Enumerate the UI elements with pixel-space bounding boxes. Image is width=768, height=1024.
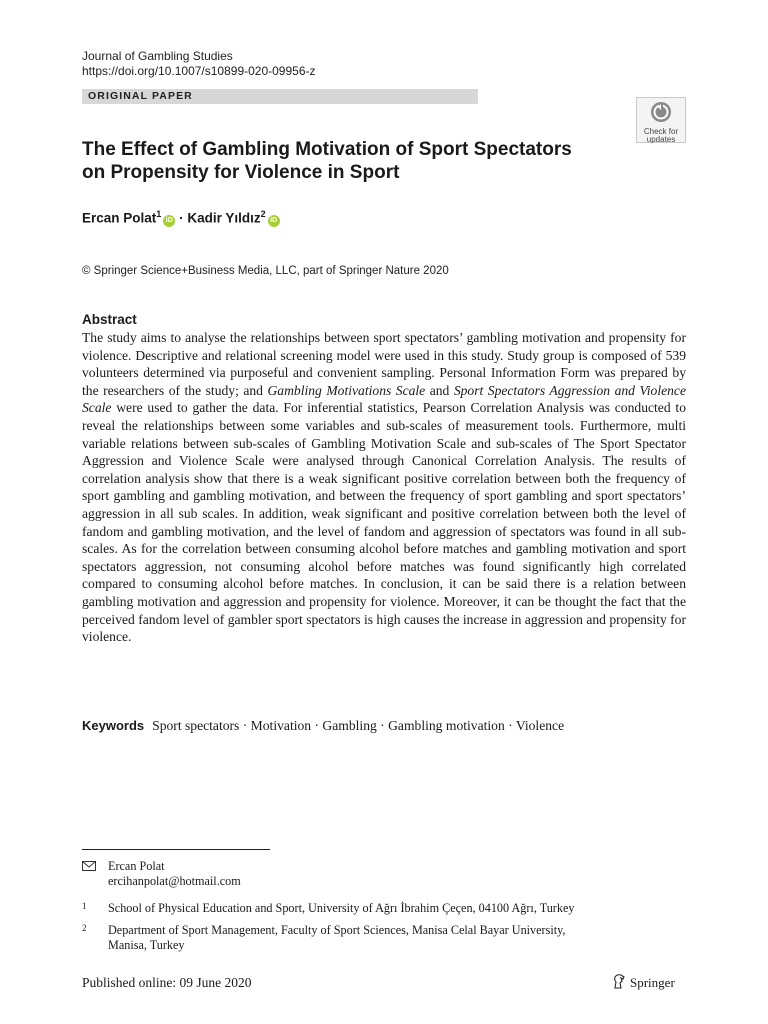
- journal-header: [82, 49, 316, 79]
- check-updates-line1: Check for: [643, 127, 679, 136]
- keywords-line: [82, 718, 564, 734]
- affiliation-number: 1: [82, 901, 87, 911]
- abstract-text: were used to gather the data. For inferential statistics, Pearson Correlation Analysis was conducted to reveal the relationships between some variables and sub-scales of measurement tools. Furthermore, multi variable relations between sub-scales of Gambling Motivation Scale and sub-scales of The Sport Spectator Aggression and Violence Scale were analysed through Canonical Correlation Analysis. The results of correlation analysis show that there is a weak significant positive correlation between both the frequency of sport gambling and gambling motivation, and between the frequency of sport gambling and sport spectators’ aggression in all sub scales. In addition, weak significant and positive correlation between both the level of fandom and gambling motivation, and the level of fandom and aggression of spectators was found in all sub-scales. As for the correlation between consuming alcohol before matches and gambling motivation and sport spectators aggression, not consuming alcohol before matches was found significantly high correlated compared to consuming alcohol before matches. In conclusion, it can be said there is a relation between gambling motivation and aggression and propensity for violence. Moreover, it can be thought the fact that the perceived fandom level of gambler sport spectators is high causes the increase in aggression and propensity for violence.: [82, 400, 686, 645]
- abstract-text: The study aims to analyse the relationships between sport spectators’ gambling motivation and propensity for violence. Descriptive and relational screening model were used in this study. Study group is composed of 539 volunteers determined via purposeful and convenient sampling. Personal Information Form was prepared by the researchers of the study; and: [82, 330, 686, 398]
- corresponding-name: Ercan Polat: [108, 859, 165, 873]
- affiliation-number: 2: [82, 923, 87, 933]
- keywords-list: Sport spectators · Motivation · Gambling · Gambling motivation · Violence: [152, 718, 565, 733]
- published-date: Published online: 09 June 2020: [82, 975, 252, 990]
- affiliation-2: [108, 923, 565, 953]
- author-list: [82, 209, 280, 227]
- paper-title: [82, 138, 642, 184]
- copyright-notice: © Springer Science+Business Media, LLC, part of Springer Nature 2020: [82, 265, 449, 277]
- orcid-icon[interactable]: iD: [163, 215, 175, 227]
- check-for-updates-badge[interactable]: [636, 97, 686, 143]
- affiliation-2-line-2: Manisa, Turkey: [108, 938, 185, 952]
- author-name[interactable]: Kadir Yıldız: [187, 210, 261, 226]
- envelope-icon: [82, 861, 96, 871]
- article-type-banner: ORIGINAL PAPER: [82, 89, 478, 104]
- author-affiliation-mark: 2: [260, 209, 266, 219]
- author-affiliation-mark: 1: [156, 209, 162, 219]
- scale-name: Sport Spectators Aggression and Violence Scale: [82, 382, 686, 416]
- check-updates-icon: [650, 101, 672, 123]
- keywords-label: Keywords: [82, 718, 145, 733]
- publisher-logo: [612, 974, 675, 991]
- abstract-heading: Abstract: [82, 312, 137, 327]
- abstract-body: [82, 329, 686, 646]
- affiliation-2-line-1: Department of Sport Management, Faculty of Sport Sciences, Manisa Celal Bayar University,: [108, 923, 566, 937]
- affiliation-1: School of Physical Education and Sport, University of Ağrı İbrahim Çeçen, 04100 Ağrı, Turkey: [108, 901, 575, 915]
- orcid-icon[interactable]: iD: [268, 215, 280, 227]
- doi-link[interactable]: https://doi.org/10.1007/s10899-020-09956-z: [82, 64, 316, 78]
- title-line-1: The Effect of Gambling Motivation of Sport Spectators: [82, 139, 572, 160]
- corresponding-email[interactable]: ercihanpolat@hotmail.com: [108, 874, 241, 888]
- footnote-divider: [82, 849, 270, 850]
- publisher-name: Springer: [630, 975, 675, 990]
- title-line-2: on Propensity for Violence in Sport: [82, 162, 400, 183]
- author-separator: ·: [179, 210, 184, 226]
- check-updates-line2: updates: [646, 135, 676, 144]
- author-name[interactable]: Ercan Polat: [82, 210, 157, 226]
- scale-name: Gambling Motivations Scale: [267, 382, 426, 398]
- abstract-text: and: [425, 382, 454, 398]
- springer-horse-icon: [612, 974, 626, 989]
- journal-name: Journal of Gambling Studies: [82, 49, 233, 63]
- corresponding-author: [82, 859, 241, 889]
